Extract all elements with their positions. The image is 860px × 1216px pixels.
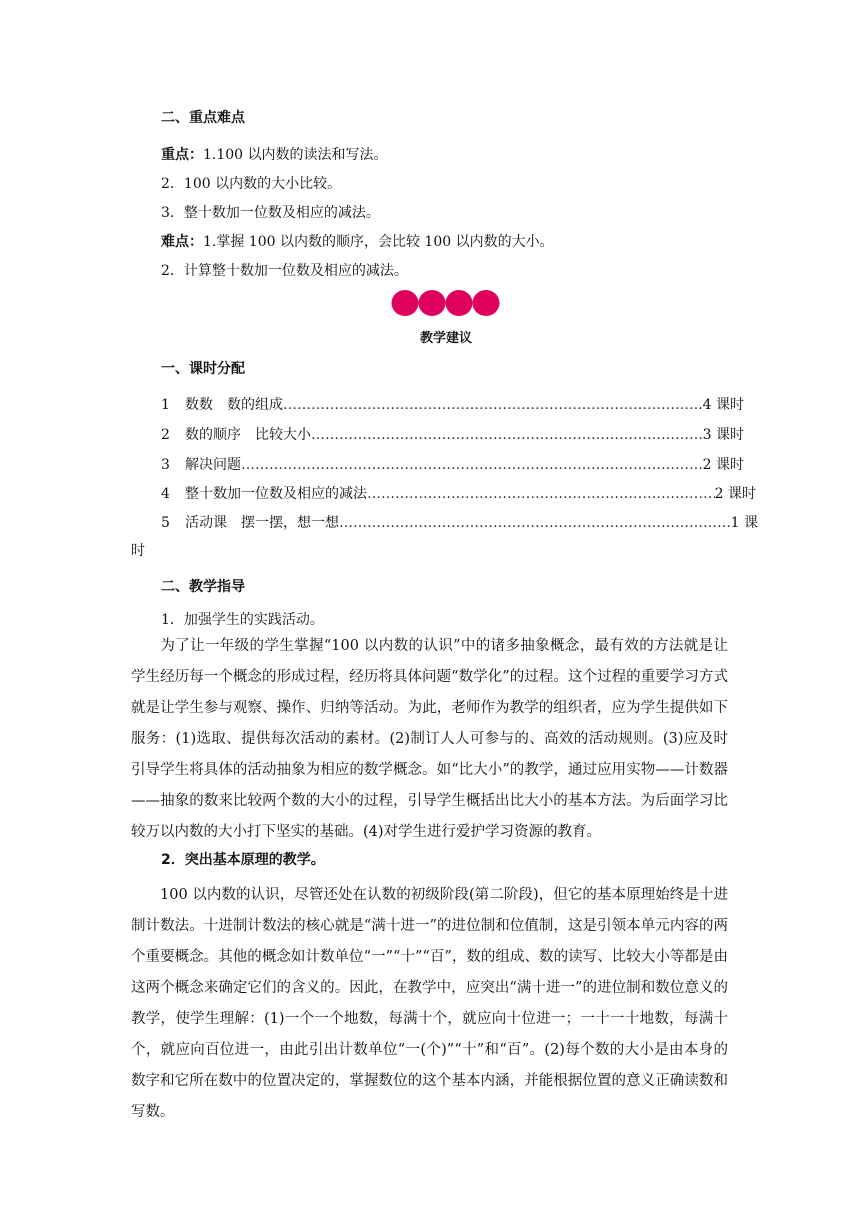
guidance-item-1-title: 1．加强学生的实践活动。 [161, 612, 324, 628]
schedule-num: 2 [161, 427, 170, 443]
guidance-item-2-title [161, 850, 325, 870]
schedule-num: 4 [161, 486, 170, 502]
schedule-text: 整十数加一位数及相应的减法 [185, 486, 367, 502]
hard-label: 难点： [161, 234, 203, 250]
hard-point-line-1 [161, 232, 554, 252]
schedule-row [161, 484, 756, 504]
leader-dots [283, 395, 698, 415]
leader-dots [241, 455, 703, 475]
guidance-item-1-body [131, 631, 728, 848]
schedule-text: 数数 数的组成 [185, 397, 283, 413]
schedule-hours: 1 课 [730, 515, 758, 531]
schedule-row [161, 395, 744, 415]
banner-dot [419, 290, 446, 316]
schedule-row [161, 425, 744, 445]
banner-title: 教学建议 [419, 331, 472, 346]
hard-item-1: 1.掌握 100 以内数的顺序，会比较 100 以内数的大小。 [203, 234, 554, 250]
schedule-hours: .4 课时 [698, 397, 744, 413]
hard-item-2: 2．计算整十数加一位数及相应的减法。 [161, 263, 408, 279]
schedule-hours: 3 课时 [702, 427, 744, 443]
guidance-item-1-text: 为了让一年级的学生掌握“100 以内数的认识”中的诸多抽象概念，最有效的方法就是让学生经历每一个概念的形成过程，经历将具体问题“数学化”的过程。这个过程的重要学习方式就是让学生参与观察、操作、归纳等活动。为此，老师作为教学的组织者，应为学生提供如下服务：(1)选取、提供每次活动的素材。(2)制订人人可参与的、高效的活动规则。(3)应及时引导学生将具体的活动抽象为相应的数学概念。如“比大小”的教学，通过应用实物——计数器——抽象的数来比较两个数的大小的过程，引导学生概括出比大小的基本方法。为后面学习比较万以内数的大小打下坚实的基础。(4)对学生进行爱护学习资源的教育。 [131, 638, 728, 840]
key-item-2: 2．100 以内数的大小比较。 [161, 176, 342, 192]
schedule-text: 活动课 摆一摆，想一想 [185, 515, 339, 531]
schedule-num: 5 [161, 515, 170, 531]
section-title-keypoints: 二、重点难点 [161, 110, 245, 126]
schedule-wrap: 时 [131, 543, 145, 559]
key-label: 重点： [161, 147, 203, 163]
leader-dots [339, 513, 731, 533]
guidance-item-2-text: 100 以内数的认识，尽管还处在认数的初级阶段(第二阶段)，但它的基本原理始终是十进制计数法。十进制计数法的核心就是“满十进一”的进位制和位值制，这是引领本单元内容的两个重要概念。其他的概念如计数单位“一”“十”“百”，数的组成、数的读写、比较大小等都是由这两个概念来确定它们的含义的。因此，在教学中，应突出“满十进一”的进位制和数位意义的教学，使学生理解：(1)一个一个地数，每满十个，就应向十位进一；一十一十地数，每满十个，就应向百位进一，由此引出计数单位“一(个)”“十”和“百”。(2)每个数的大小是由本身的数字和它所在数中的位置决定的，掌握数位的这个基本内涵，并能根据位置的意义正确读数和写数。 [131, 887, 728, 1120]
leader-dots [311, 425, 703, 445]
schedule-hours: 2 课时 [714, 486, 756, 502]
guidance-item-2-title-text: 2．突出基本原理的教学。 [161, 852, 325, 868]
leader-dots [367, 484, 715, 504]
banner-dot [473, 290, 500, 316]
section-title-guidance: 二、教学指导 [161, 579, 245, 595]
banner-dot [392, 290, 419, 316]
key-item-1: 1.100 以内数的读法和写法。 [203, 147, 388, 163]
schedule-row [161, 513, 758, 533]
schedule-hours: 2 课时 [702, 457, 744, 473]
banner-dot [446, 290, 473, 316]
guidance-item-2-body [131, 880, 728, 1128]
schedule-text: 数的顺序 比较大小 [185, 427, 311, 443]
key-point-line-1 [161, 145, 388, 165]
schedule-num: 1 [161, 397, 170, 413]
schedule-num: 3 [161, 457, 170, 473]
section-title-schedule: 一、课时分配 [161, 361, 245, 377]
schedule-text: 解决问题 [185, 457, 241, 473]
key-item-3: 3．整十数加一位数及相应的减法。 [161, 205, 380, 221]
teaching-advice-banner-icon [391, 289, 501, 317]
schedule-row [161, 455, 744, 475]
